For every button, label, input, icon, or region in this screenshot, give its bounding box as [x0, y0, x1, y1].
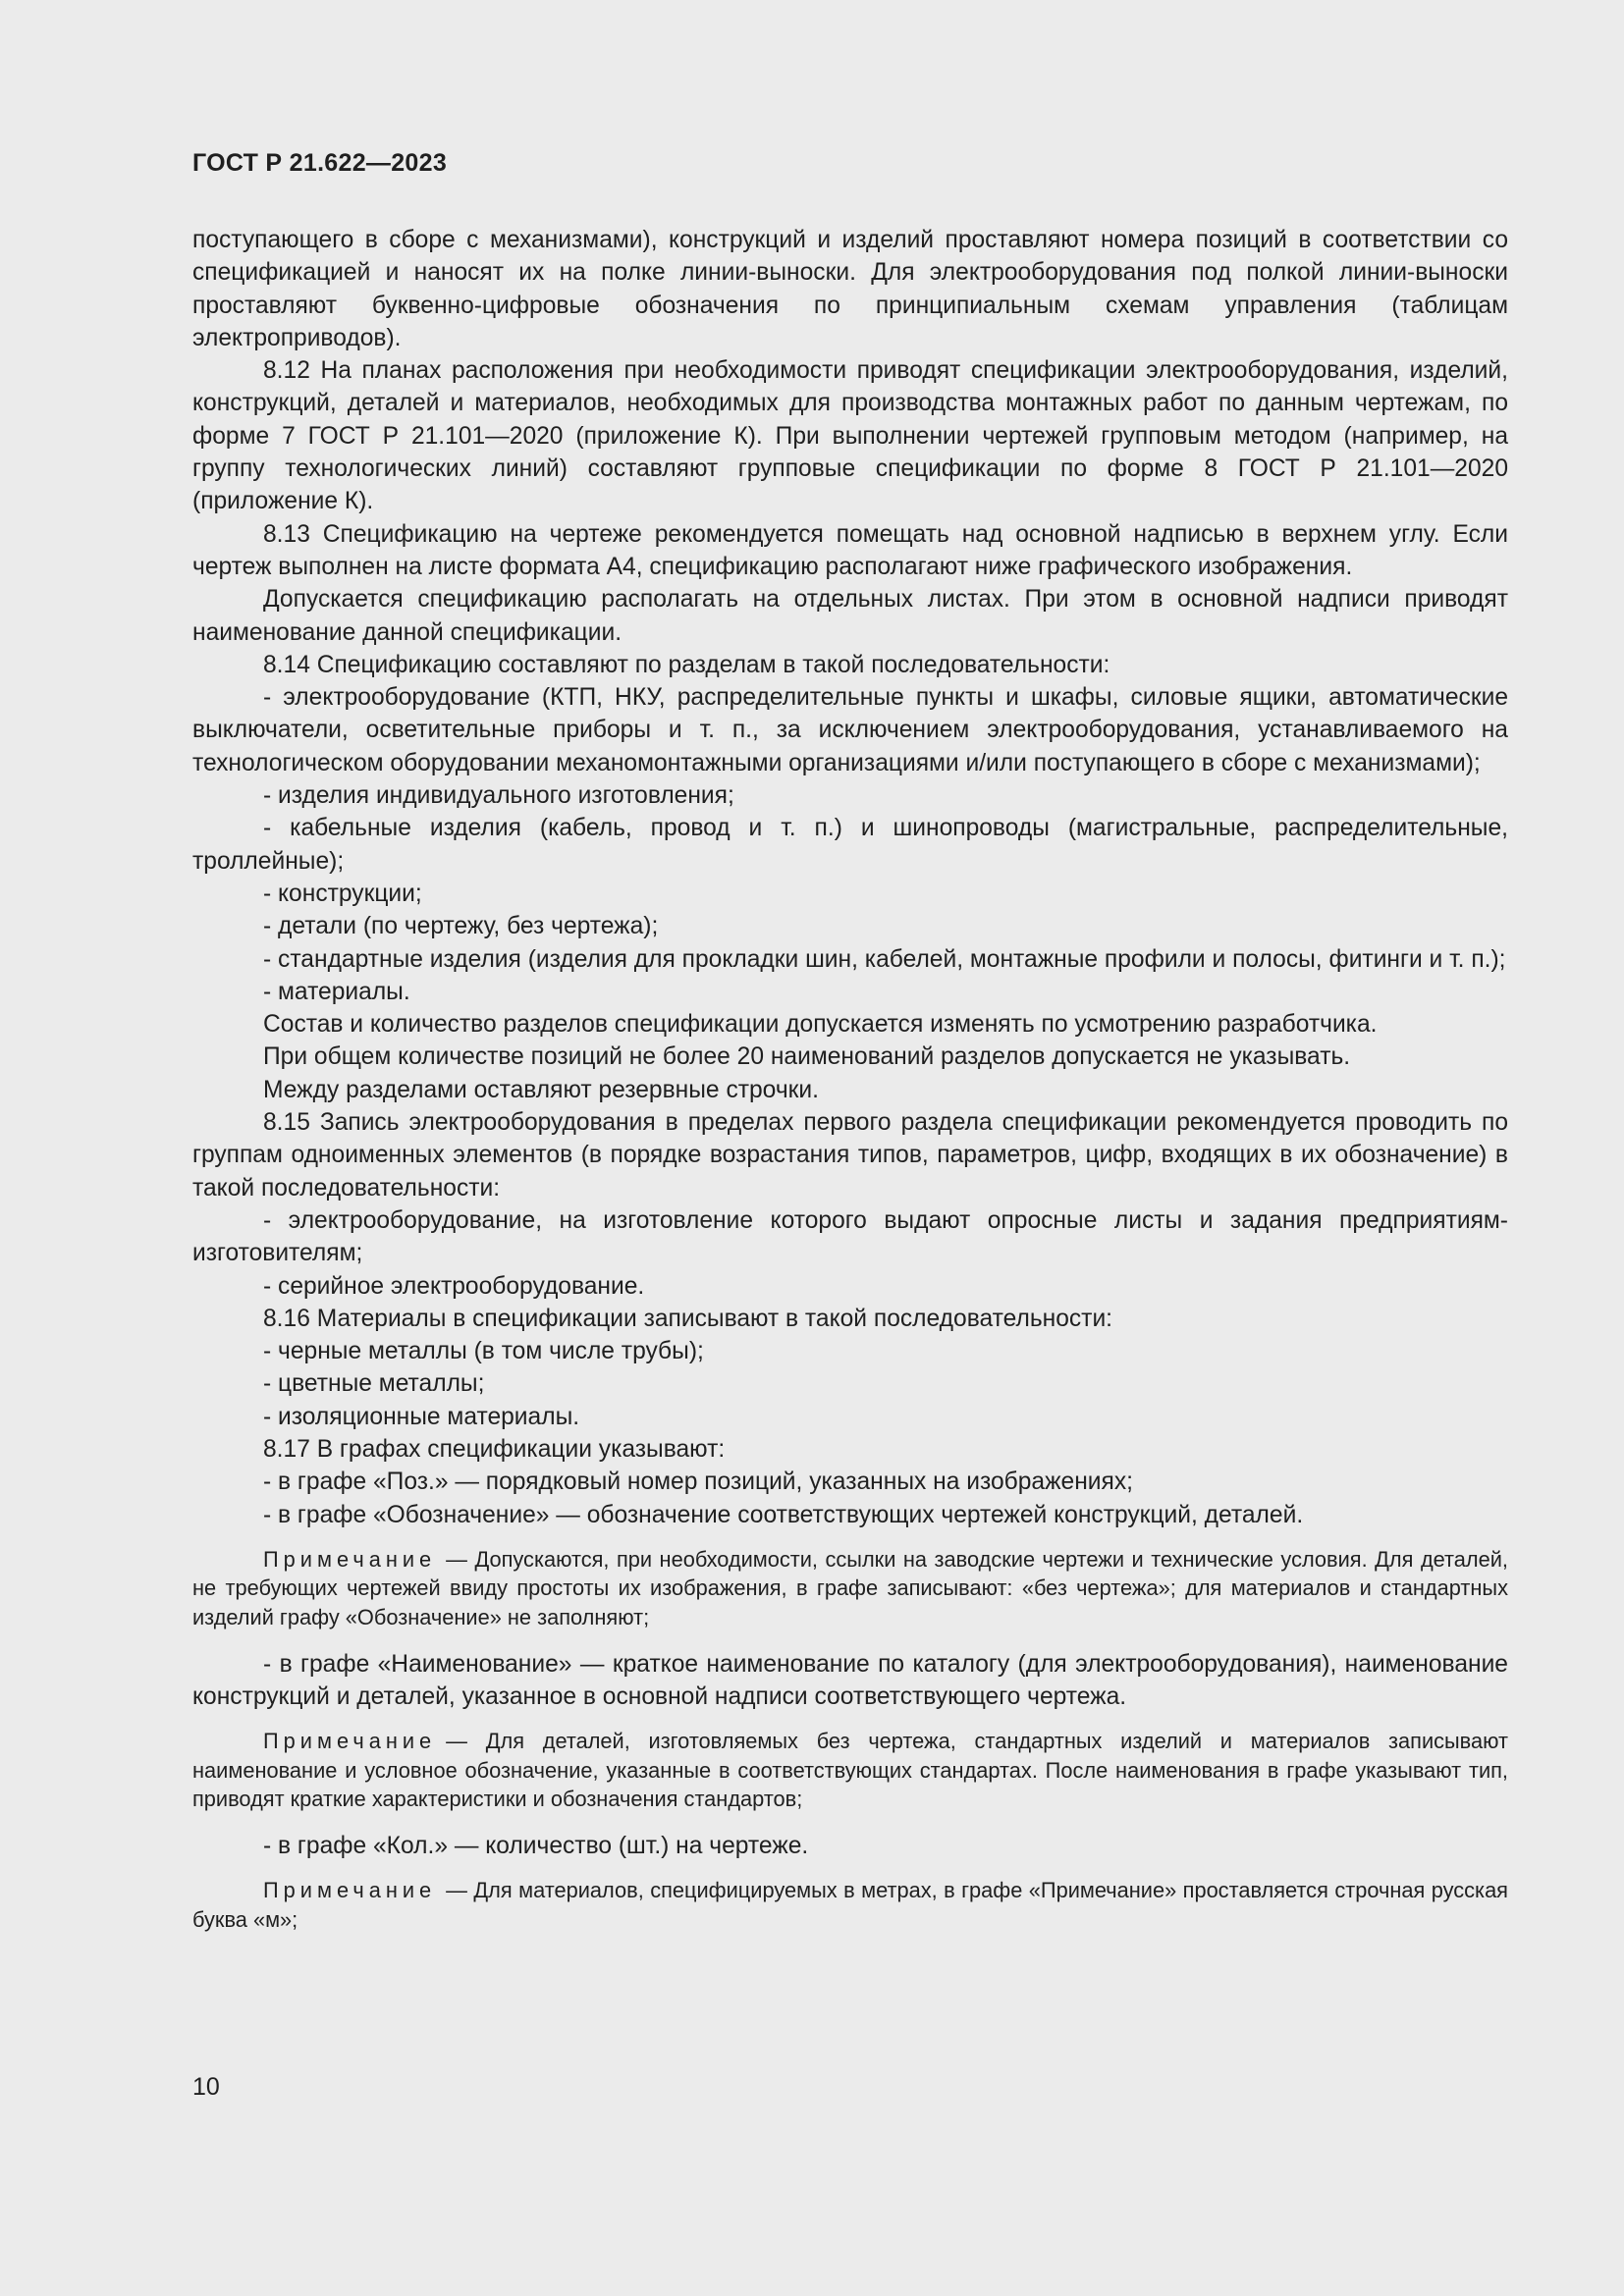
- list-item: - электрооборудование, на изготовление которого выдают опросные листы и задания предприятиям-изготовителям;: [192, 1206, 1508, 1267]
- list-item: - конструкции;: [263, 880, 422, 907]
- list-item: - электрооборудование (КТП, НКУ, распределительные пункты и шкафы, силовые ящики, автоматические выключатели, осветительные приборы и т. п., за исключением электрооборудования, устанавливаемого на технологическом оборудовании механомонтажными организациями и/или поступающего в сборе с механизмами);: [192, 684, 1508, 776]
- note-label: Примечание: [263, 1546, 437, 1572]
- paragraph: Между разделами оставляют резервные строчки.: [263, 1076, 819, 1103]
- list-item: - изоляционные материалы.: [263, 1403, 580, 1430]
- note-label: Примечание: [263, 1878, 437, 1903]
- note-label: Примечание: [263, 1729, 437, 1754]
- paragraph: поступающего в сборе с механизмами), конструкций и изделий проставляют номера позиций в соответствии со спецификацией и наносят их на полке линии-выноски. Для электрооборудования под полкой линии-выноски проставляют буквенно-цифровые обозначения по принципиальным схемам управления (таблицам электроприводов).: [192, 227, 1508, 351]
- paragraph: При общем количестве позиций не более 20 наименований разделов допускается не указывать.: [263, 1043, 1351, 1071]
- list-item: - в графе «Поз.» — порядковый номер позиций, указанных на изображениях;: [263, 1468, 1133, 1496]
- paragraph: Допускается спецификацию располагать на отдельных листах. При этом в основной надписи приводят наименование данной спецификации.: [192, 586, 1508, 646]
- list-item: - материалы.: [263, 978, 410, 1005]
- paragraph-8-15: 8.15 Запись электрооборудования в пределах первого раздела спецификации рекомендуется проводить по группам одноименных элементов (в порядке возрастания типов, параметров, цифр, входящих в их обозначение) в такой последовательности:: [192, 1109, 1508, 1201]
- paragraph-8-13: 8.13 Спецификацию на чертеже рекомендуется помещать над основной надписью в верхнем углу. Если чертеж выполнен на листе формата А4, спецификацию располагают ниже графического изображения.: [192, 520, 1508, 580]
- list-item: - изделия индивидуального изготовления;: [263, 782, 734, 810]
- list-item: - стандартные изделия (изделия для прокладки шин, кабелей, монтажные профили и полосы, фитинги и т. п.);: [263, 945, 1506, 973]
- paragraph-8-12: 8.12 На планах расположения при необходимости приводят спецификации электрооборудования, изделий, конструкций, деталей и материалов, необходимых для производства монтажных работ по данным чертежам, по форме 7 ГОСТ Р 21.101—2020 (приложение К). При выполнении чертежей групповым методом (например, на группу технологических линий) составляют групповые спецификации по форме 8 ГОСТ Р 21.101—2020 (приложение К).: [192, 357, 1508, 515]
- page-number: 10: [192, 2073, 220, 2101]
- list-item: - серийное электрооборудование.: [263, 1272, 645, 1300]
- list-item: - кабельные изделия (кабель, провод и т. п.) и шинопроводы (магистральные, распределительные, троллейные);: [192, 815, 1508, 875]
- paragraph: Состав и количество разделов спецификации допускается изменять по усмотрению разработчика.: [263, 1011, 1378, 1039]
- note: [192, 1727, 1508, 1814]
- paragraph-8-16: 8.16 Материалы в спецификации записывают в такой последовательности:: [263, 1305, 1113, 1332]
- list-item: - в графе «Наименование» — краткое наименование по каталогу (для электрооборудования), наименование конструкций и деталей, указанное в основной надписи соответствующего чертежа.: [192, 1650, 1508, 1710]
- list-item: - черные металлы (в том числе трубы);: [263, 1338, 704, 1365]
- document-header: ГОСТ Р 21.622—2023: [192, 149, 448, 177]
- list-item: - в графе «Кол.» — количество (шт.) на чертеже.: [263, 1833, 809, 1860]
- list-item: - в графе «Обозначение» — обозначение соответствующих чертежей конструкций, деталей.: [263, 1501, 1304, 1528]
- paragraph-8-14: 8.14 Спецификацию составляют по разделам в такой последовательности:: [263, 651, 1110, 678]
- note-text: — Для материалов, специфицируемых в метрах, в графе «Примечание» проставляется строчная русская буква «м»;: [192, 1878, 1508, 1932]
- document-body: [192, 224, 1508, 1935]
- note-text: — Для деталей, изготовляемых без чертежа, стандартных изделий и материалов записывают наименование и условное обозначение, указанные в соответствующих стандартах. После наименования в графе указывают тип, приводят краткие характеристики и обозначения стандартов;: [192, 1729, 1508, 1812]
- list-item: - детали (по чертежу, без чертежа);: [263, 913, 659, 940]
- note-text: — Допускаются, при необходимости, ссылки на заводские чертежи и технические условия. Для деталей, не требующих чертежей ввиду простоты их изображения, в графе записывают: «без чертежа»; для материалов и стандартных изделий графу «Обозначение» не заполняют;: [192, 1546, 1508, 1630]
- note: [192, 1545, 1508, 1632]
- note: [192, 1876, 1508, 1934]
- paragraph-8-17: 8.17 В графах спецификации указывают:: [263, 1435, 726, 1463]
- list-item: - цветные металлы;: [263, 1370, 485, 1398]
